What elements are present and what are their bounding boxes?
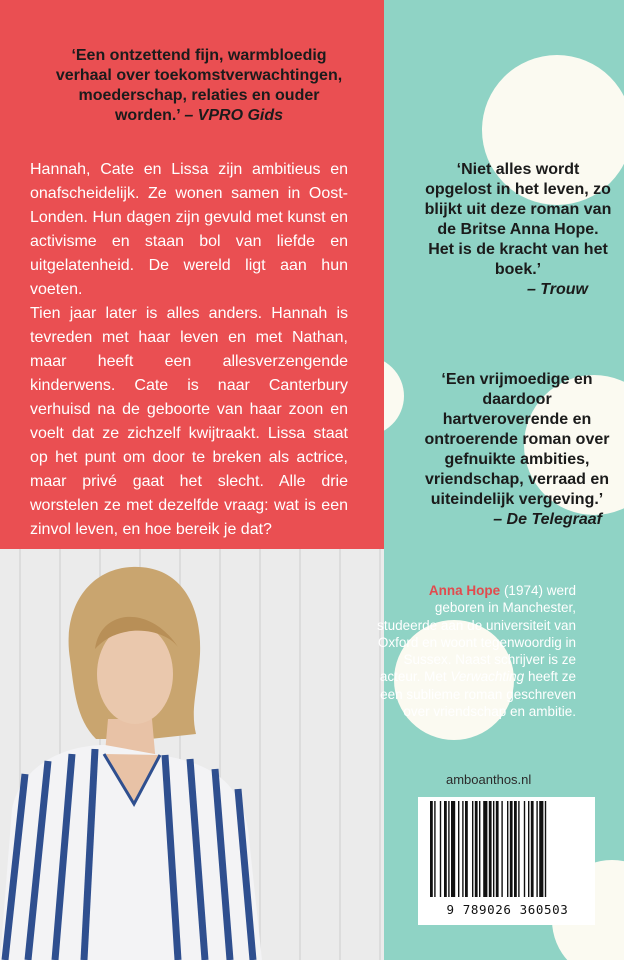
barcode-bar [528, 801, 529, 897]
right-quote-1-source: – Trouw [526, 281, 588, 298]
right-quote-2: ‘Een vrijmoedige en daardoor hartveroverende en ontroerende roman over gefnuikte ambities, vriendschap, verraad en uiteindelijk vergeving.’ – De Telegraaf [424, 371, 610, 528]
barcode-bar [496, 801, 499, 897]
barcode-bar [493, 801, 494, 897]
barcode-bar [524, 801, 525, 897]
blurb-paragraph: Hannah, Cate en Lissa zijn ambitieus en onafscheidelijk. Ze wonen samen in Oost-Londen. Hun dagen zijn gevuld met kunst en activisme en staan bol van liefde en uitgelatenheid. De wereld ligt aan hun voeten. [30, 161, 348, 298]
book-title: Verwachting [450, 669, 525, 685]
publisher-website: amboanthos.nl [446, 772, 532, 787]
barcode-bar [545, 801, 546, 897]
barcode-bar [430, 801, 433, 897]
blurb-paragraph: Tien jaar later is alles anders. Hannah is tevreden met haar leven en met Nathan, maar heeft een allesverzengende kinderwens. Cate is naar Canterbury verhuisd na de geboorte van haar zoon en voelt dat ze zichzelf kwijtraakt. Lissa staat op het punt om door te breken als actrice, maar privé gaat het slecht. Alle drie worstelen ze met dezelfde vraag: wat is een zinvol leven, en hoe bereik je dat? [30, 305, 348, 538]
barcode-bar [440, 801, 441, 897]
barcode-bar [462, 801, 463, 897]
barcode-bar [507, 801, 508, 897]
polka-dot [384, 356, 404, 436]
author-bio: Anna Hope (1974) werd geboren in Manchester, studeerde aan de universiteit van Oxford en woont tegenwoordig in Sussex. Naast schrijver is ze acteur. Met Verwachting heeft ze een sublieme roman geschreven over vriendschap en ambitie. [377, 583, 576, 720]
barcode-bar [451, 801, 455, 897]
barcode-bar [458, 801, 459, 897]
top-quote: ‘Een ontzettend fijn, warmbloedig verhaal over toekomstverwachtingen, moederschap, relaties en ouder worden.’ – VPRO Gids [55, 47, 343, 124]
barcode-bar [448, 801, 449, 897]
barcode-bar [444, 801, 447, 897]
barcode-bar [465, 801, 468, 897]
barcode-bar [434, 801, 435, 897]
left-panel [0, 0, 384, 549]
blurb [30, 158, 348, 542]
author-photo-illustration [0, 549, 384, 960]
barcode-bar [514, 801, 517, 897]
barcode-bar [518, 801, 519, 897]
right-quote-1: ‘Niet alles wordt opgelost in het leven, zo blijkt uit deze roman van de Britse Anna Hope. Het is de kracht van het boek.’ – Trouw [424, 161, 612, 298]
barcode-bar [475, 801, 478, 897]
barcode-bar [531, 801, 534, 897]
barcode-bar [483, 801, 487, 897]
barcode-bar [539, 801, 543, 897]
barcode-bar [489, 801, 492, 897]
right-quote-2-source: – De Telegraaf [493, 511, 602, 528]
barcode-bar [472, 801, 473, 897]
author-name: Anna Hope [428, 583, 501, 598]
barcode-bar [536, 801, 537, 897]
barcode-bars [418, 801, 595, 901]
barcode-bar [501, 801, 502, 897]
author-photo [0, 549, 384, 960]
isbn-number: 9 789026 360503 [446, 902, 569, 917]
barcode-bar [479, 801, 480, 897]
barcode-bar [510, 801, 513, 897]
